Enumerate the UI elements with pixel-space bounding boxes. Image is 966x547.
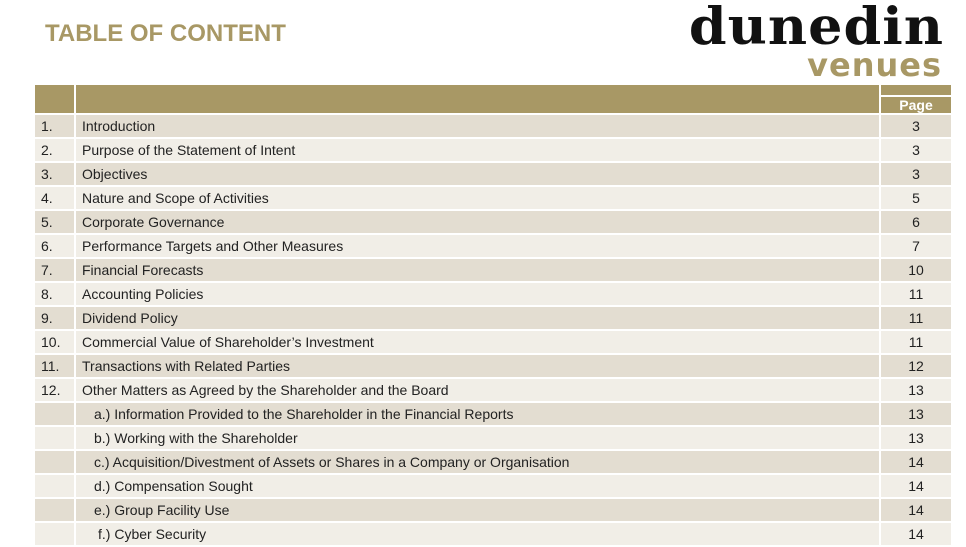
toc-number: 4. <box>34 186 75 210</box>
toc-title: Transactions with Related Parties <box>75 354 880 378</box>
toc-row[interactable] <box>34 138 952 162</box>
toc-subtitle: e.) Group Facility Use <box>75 498 880 522</box>
toc-page: 10 <box>880 258 952 282</box>
toc-number: 6. <box>34 234 75 258</box>
toc-subrow[interactable] <box>34 522 952 546</box>
toc-page: 14 <box>880 474 952 498</box>
toc-subrow[interactable] <box>34 402 952 426</box>
table-of-contents <box>33 83 953 547</box>
toc-number <box>34 402 75 426</box>
toc-row[interactable] <box>34 306 952 330</box>
toc-subtitle: d.) Compensation Sought <box>75 474 880 498</box>
toc-row[interactable] <box>34 210 952 234</box>
toc-page: 14 <box>880 450 952 474</box>
toc-title: Commercial Value of Shareholder’s Investment <box>75 330 880 354</box>
header-title-cell <box>75 84 880 114</box>
toc-number: 7. <box>34 258 75 282</box>
toc-row[interactable] <box>34 378 952 402</box>
toc-page: 11 <box>880 330 952 354</box>
toc-number <box>34 426 75 450</box>
header-page-label: Page <box>880 96 952 114</box>
toc-title: Accounting Policies <box>75 282 880 306</box>
toc-number: 5. <box>34 210 75 234</box>
toc-page: 14 <box>880 522 952 546</box>
toc-title: Purpose of the Statement of Intent <box>75 138 880 162</box>
toc-page: 12 <box>880 354 952 378</box>
toc-row[interactable] <box>34 162 952 186</box>
toc-number <box>34 498 75 522</box>
toc-subtitle: b.) Working with the Shareholder <box>75 426 880 450</box>
toc-row[interactable] <box>34 354 952 378</box>
toc-row[interactable] <box>34 282 952 306</box>
toc-subrow[interactable] <box>34 498 952 522</box>
toc-number <box>34 450 75 474</box>
toc-number: 8. <box>34 282 75 306</box>
toc-page: 11 <box>880 282 952 306</box>
page-title: TABLE OF CONTENT <box>45 20 286 47</box>
toc-subrow[interactable] <box>34 426 952 450</box>
toc-page: 5 <box>880 186 952 210</box>
toc-row[interactable] <box>34 186 952 210</box>
toc-page: 13 <box>880 426 952 450</box>
toc-number: 3. <box>34 162 75 186</box>
toc-number: 2. <box>34 138 75 162</box>
toc-row[interactable] <box>34 258 952 282</box>
toc-page: 3 <box>880 114 952 138</box>
toc-page: 13 <box>880 402 952 426</box>
toc-subtitle: c.) Acquisition/Divestment of Assets or Shares in a Company or Organisation <box>75 450 880 474</box>
header-num-cell <box>34 84 75 114</box>
toc-page: 14 <box>880 498 952 522</box>
toc-title: Nature and Scope of Activities <box>75 186 880 210</box>
toc-number <box>34 522 75 546</box>
toc-number: 11. <box>34 354 75 378</box>
header-row-top <box>34 84 952 96</box>
toc-page: 3 <box>880 138 952 162</box>
toc-title: Performance Targets and Other Measures <box>75 234 880 258</box>
toc-page: 7 <box>880 234 952 258</box>
toc-page: 11 <box>880 306 952 330</box>
toc-subtitle: a.) Information Provided to the Shareholder in the Financial Reports <box>75 402 880 426</box>
toc-title: Introduction <box>75 114 880 138</box>
logo-wordmark-bottom: venues <box>807 46 942 84</box>
toc-row[interactable] <box>34 234 952 258</box>
logo-wordmark-top: dunedin <box>688 0 944 57</box>
toc-number: 9. <box>34 306 75 330</box>
toc-page: 3 <box>880 162 952 186</box>
header-page-spacer <box>880 84 952 96</box>
toc-number <box>34 474 75 498</box>
toc-number: 1. <box>34 114 75 138</box>
toc-page: 13 <box>880 378 952 402</box>
dunedin-venues-logo <box>688 0 956 84</box>
toc-subtitle: f.) Cyber Security <box>75 522 880 546</box>
toc-row[interactable] <box>34 114 952 138</box>
toc-number: 12. <box>34 378 75 402</box>
toc-title: Other Matters as Agreed by the Shareholder and the Board <box>75 378 880 402</box>
toc-page: 6 <box>880 210 952 234</box>
toc-number: 10. <box>34 330 75 354</box>
toc-title: Objectives <box>75 162 880 186</box>
toc-subrow[interactable] <box>34 450 952 474</box>
toc-title: Financial Forecasts <box>75 258 880 282</box>
toc-subrow[interactable] <box>34 474 952 498</box>
toc-title: Corporate Governance <box>75 210 880 234</box>
toc-title: Dividend Policy <box>75 306 880 330</box>
toc-row[interactable] <box>34 330 952 354</box>
